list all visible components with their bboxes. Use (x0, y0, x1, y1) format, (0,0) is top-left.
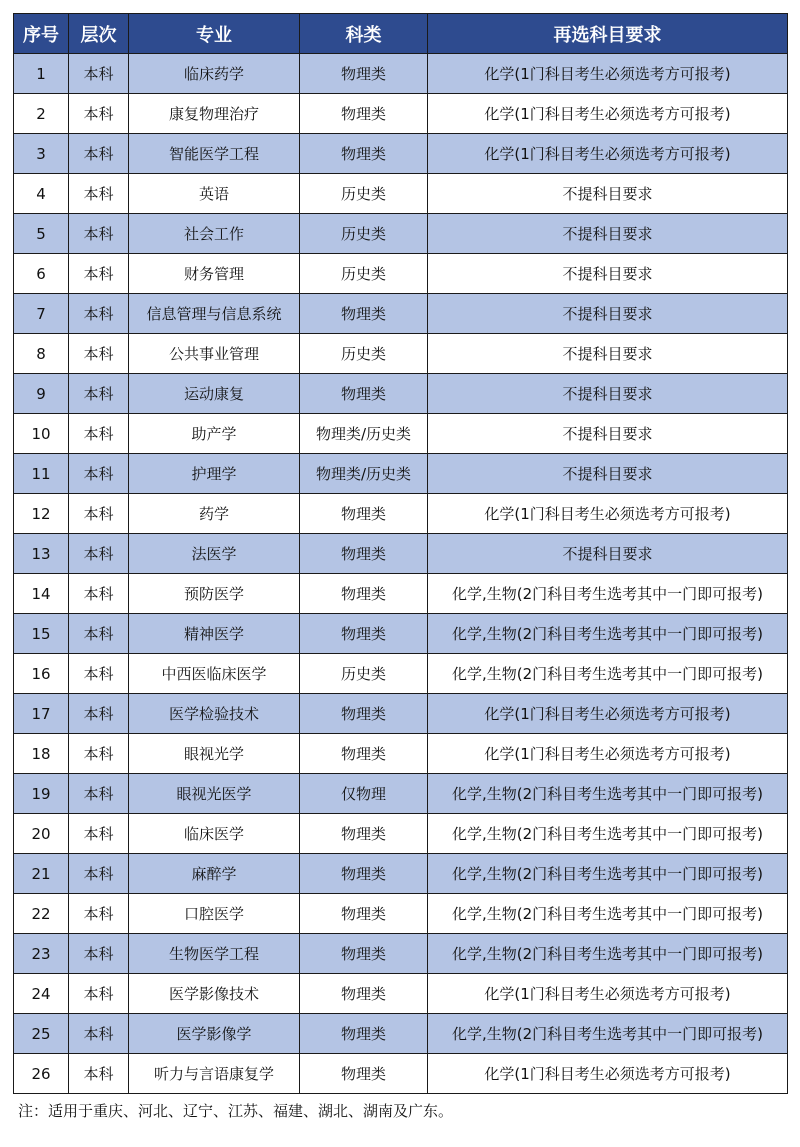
cell-major: 医学影像技术 (129, 974, 300, 1014)
cell-index: 17 (14, 694, 69, 734)
cell-requirement: 不提科目要求 (428, 414, 788, 454)
cell-level: 本科 (69, 414, 129, 454)
cell-level: 本科 (69, 654, 129, 694)
cell-requirement: 化学(1门科目考生必须选考方可报考) (428, 494, 788, 534)
cell-index: 4 (14, 174, 69, 214)
cell-requirement: 化学,生物(2门科目考生选考其中一门即可报考) (428, 934, 788, 974)
header-category: 科类 (300, 14, 428, 54)
cell-level: 本科 (69, 174, 129, 214)
table-row (14, 94, 788, 134)
header-requirement: 再选科目要求 (428, 14, 788, 54)
cell-category: 历史类 (300, 254, 428, 294)
cell-major: 护理学 (129, 454, 300, 494)
cell-major: 公共事业管理 (129, 334, 300, 374)
cell-level: 本科 (69, 574, 129, 614)
table-row (14, 1054, 788, 1094)
cell-requirement: 不提科目要求 (428, 174, 788, 214)
cell-requirement: 化学,生物(2门科目考生选考其中一门即可报考) (428, 814, 788, 854)
cell-category: 仅物理 (300, 774, 428, 814)
cell-category: 历史类 (300, 654, 428, 694)
cell-level: 本科 (69, 814, 129, 854)
cell-level: 本科 (69, 894, 129, 934)
cell-index: 16 (14, 654, 69, 694)
cell-requirement: 化学,生物(2门科目考生选考其中一门即可报考) (428, 894, 788, 934)
cell-index: 20 (14, 814, 69, 854)
cell-level: 本科 (69, 734, 129, 774)
cell-major: 信息管理与信息系统 (129, 294, 300, 334)
cell-index: 9 (14, 374, 69, 414)
cell-requirement: 化学(1门科目考生必须选考方可报考) (428, 734, 788, 774)
cell-major: 英语 (129, 174, 300, 214)
table-row (14, 374, 788, 414)
cell-major: 麻醉学 (129, 854, 300, 894)
cell-level: 本科 (69, 214, 129, 254)
table-row (14, 494, 788, 534)
cell-index: 11 (14, 454, 69, 494)
cell-requirement: 化学,生物(2门科目考生选考其中一门即可报考) (428, 654, 788, 694)
cell-category: 历史类 (300, 214, 428, 254)
cell-index: 19 (14, 774, 69, 814)
table-row (14, 214, 788, 254)
cell-major: 精神医学 (129, 614, 300, 654)
cell-index: 7 (14, 294, 69, 334)
cell-level: 本科 (69, 694, 129, 734)
cell-index: 18 (14, 734, 69, 774)
cell-requirement: 化学(1门科目考生必须选考方可报考) (428, 694, 788, 734)
cell-major: 听力与言语康复学 (129, 1054, 300, 1094)
cell-requirement: 不提科目要求 (428, 334, 788, 374)
cell-category: 物理类 (300, 94, 428, 134)
table-row (14, 774, 788, 814)
cell-requirement: 化学,生物(2门科目考生选考其中一门即可报考) (428, 854, 788, 894)
table-row (14, 534, 788, 574)
cell-category: 物理类 (300, 494, 428, 534)
cell-index: 24 (14, 974, 69, 1014)
cell-index: 15 (14, 614, 69, 654)
table-row (14, 254, 788, 294)
table-row (14, 174, 788, 214)
cell-category: 物理类 (300, 854, 428, 894)
cell-level: 本科 (69, 294, 129, 334)
cell-requirement: 化学(1门科目考生必须选考方可报考) (428, 54, 788, 94)
table-row (14, 934, 788, 974)
cell-category: 物理类 (300, 734, 428, 774)
cell-major: 医学影像学 (129, 1014, 300, 1054)
header-level: 层次 (69, 14, 129, 54)
cell-requirement: 化学(1门科目考生必须选考方可报考) (428, 134, 788, 174)
cell-level: 本科 (69, 934, 129, 974)
cell-index: 22 (14, 894, 69, 934)
cell-level: 本科 (69, 374, 129, 414)
cell-index: 14 (14, 574, 69, 614)
table-row (14, 654, 788, 694)
cell-requirement: 化学,生物(2门科目考生选考其中一门即可报考) (428, 774, 788, 814)
cell-major: 助产学 (129, 414, 300, 454)
cell-index: 12 (14, 494, 69, 534)
cell-major: 口腔医学 (129, 894, 300, 934)
cell-requirement: 化学,生物(2门科目考生选考其中一门即可报考) (428, 1014, 788, 1054)
header-major: 专业 (129, 14, 300, 54)
cell-major: 眼视光医学 (129, 774, 300, 814)
cell-major: 临床医学 (129, 814, 300, 854)
cell-category: 物理类 (300, 294, 428, 334)
cell-index: 21 (14, 854, 69, 894)
cell-level: 本科 (69, 134, 129, 174)
cell-index: 8 (14, 334, 69, 374)
cell-category: 物理类 (300, 814, 428, 854)
subject-requirements-table (13, 13, 788, 1094)
cell-category: 物理类 (300, 974, 428, 1014)
cell-requirement: 化学,生物(2门科目考生选考其中一门即可报考) (428, 574, 788, 614)
table-row (14, 974, 788, 1014)
cell-category: 物理类 (300, 894, 428, 934)
table-row (14, 294, 788, 334)
table-header (14, 14, 788, 54)
cell-index: 26 (14, 1054, 69, 1094)
header-row (14, 14, 788, 54)
cell-major: 中西医临床医学 (129, 654, 300, 694)
cell-major: 医学检验技术 (129, 694, 300, 734)
cell-category: 物理类 (300, 1054, 428, 1094)
cell-requirement: 化学(1门科目考生必须选考方可报考) (428, 1054, 788, 1094)
table-row (14, 334, 788, 374)
footnote: 注：适用于重庆、河北、辽宁、江苏、福建、湖北、湖南及广东。 (18, 1102, 454, 1120)
cell-major: 临床药学 (129, 54, 300, 94)
cell-category: 物理类 (300, 694, 428, 734)
table-row (14, 134, 788, 174)
cell-major: 社会工作 (129, 214, 300, 254)
cell-index: 1 (14, 54, 69, 94)
table-row (14, 814, 788, 854)
cell-index: 23 (14, 934, 69, 974)
table-row (14, 694, 788, 734)
cell-category: 物理类 (300, 54, 428, 94)
cell-level: 本科 (69, 254, 129, 294)
table-row (14, 574, 788, 614)
cell-category: 物理类 (300, 614, 428, 654)
cell-index: 5 (14, 214, 69, 254)
cell-level: 本科 (69, 1014, 129, 1054)
header-index: 序号 (14, 14, 69, 54)
cell-major: 智能医学工程 (129, 134, 300, 174)
cell-level: 本科 (69, 454, 129, 494)
cell-category: 历史类 (300, 334, 428, 374)
cell-level: 本科 (69, 94, 129, 134)
cell-category: 物理类 (300, 374, 428, 414)
cell-major: 生物医学工程 (129, 934, 300, 974)
cell-requirement: 不提科目要求 (428, 294, 788, 334)
cell-major: 药学 (129, 494, 300, 534)
cell-index: 10 (14, 414, 69, 454)
cell-requirement: 不提科目要求 (428, 374, 788, 414)
cell-major: 财务管理 (129, 254, 300, 294)
cell-requirement: 不提科目要求 (428, 454, 788, 494)
cell-category: 物理类 (300, 134, 428, 174)
cell-level: 本科 (69, 854, 129, 894)
cell-level: 本科 (69, 494, 129, 534)
cell-requirement: 化学(1门科目考生必须选考方可报考) (428, 974, 788, 1014)
table-row (14, 614, 788, 654)
cell-major: 预防医学 (129, 574, 300, 614)
table-row (14, 734, 788, 774)
cell-level: 本科 (69, 774, 129, 814)
cell-level: 本科 (69, 54, 129, 94)
cell-level: 本科 (69, 974, 129, 1014)
cell-requirement: 化学(1门科目考生必须选考方可报考) (428, 94, 788, 134)
cell-category: 物理类 (300, 934, 428, 974)
table-row (14, 454, 788, 494)
cell-category: 物理类 (300, 1014, 428, 1054)
table-row (14, 54, 788, 94)
cell-requirement: 不提科目要求 (428, 534, 788, 574)
cell-level: 本科 (69, 334, 129, 374)
cell-category: 历史类 (300, 174, 428, 214)
table-body (14, 54, 788, 1094)
cell-index: 2 (14, 94, 69, 134)
table-row (14, 854, 788, 894)
cell-requirement: 不提科目要求 (428, 254, 788, 294)
table-row (14, 414, 788, 454)
cell-index: 25 (14, 1014, 69, 1054)
cell-index: 6 (14, 254, 69, 294)
cell-major: 法医学 (129, 534, 300, 574)
cell-index: 13 (14, 534, 69, 574)
requirements-table-container (13, 13, 787, 1094)
cell-requirement: 化学,生物(2门科目考生选考其中一门即可报考) (428, 614, 788, 654)
cell-level: 本科 (69, 614, 129, 654)
table-row (14, 1014, 788, 1054)
cell-level: 本科 (69, 534, 129, 574)
cell-major: 康复物理治疗 (129, 94, 300, 134)
cell-category: 物理类 (300, 534, 428, 574)
cell-category: 物理类/历史类 (300, 414, 428, 454)
cell-level: 本科 (69, 1054, 129, 1094)
cell-category: 物理类/历史类 (300, 454, 428, 494)
cell-category: 物理类 (300, 574, 428, 614)
cell-major: 眼视光学 (129, 734, 300, 774)
cell-index: 3 (14, 134, 69, 174)
table-row (14, 894, 788, 934)
cell-major: 运动康复 (129, 374, 300, 414)
cell-requirement: 不提科目要求 (428, 214, 788, 254)
